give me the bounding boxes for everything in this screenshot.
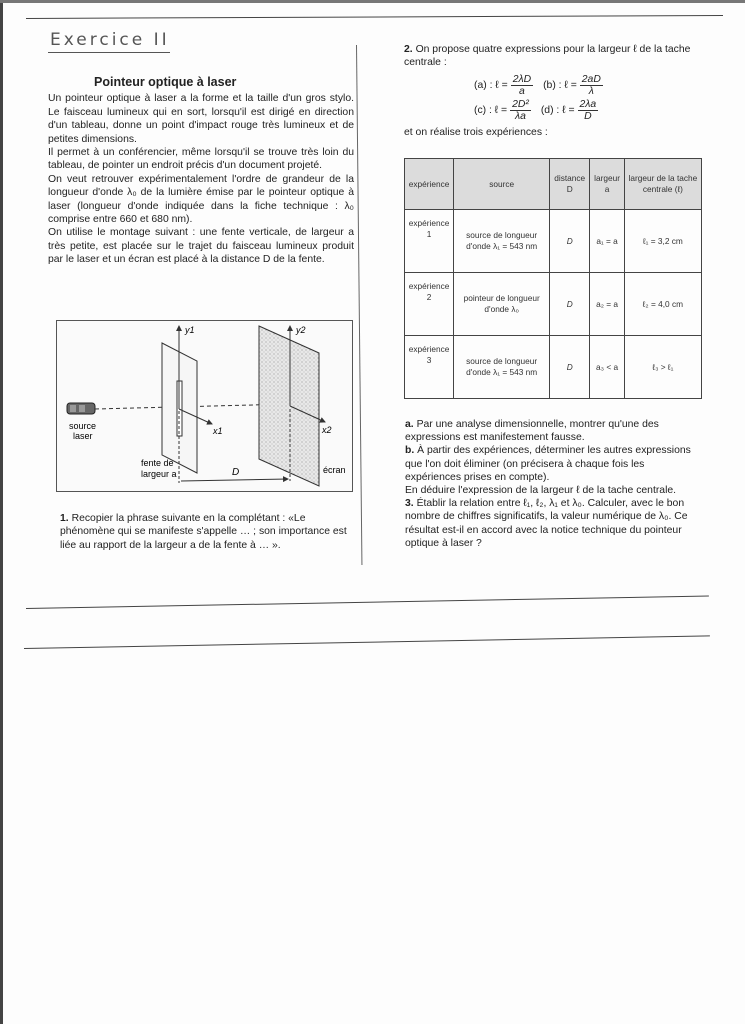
label-laser: laser — [73, 431, 93, 441]
formula-block — [474, 74, 702, 122]
cell-spot-width: ℓ₃ > ℓ₁ — [624, 336, 701, 399]
intro-paragraph-4: On utilise le montage suivant : une fente verticale, de largeur a très petite, est placée sur le trajet du faisceau lumineux produit par le laser et un écran est placé à la distance D de la fente. — [48, 227, 354, 266]
label-y2: y2 — [296, 325, 306, 335]
experimental-setup-figure — [56, 320, 353, 492]
cell-distance: D — [550, 273, 590, 336]
expression-a-denominator: a — [519, 85, 525, 97]
question-2-number: 2. — [404, 44, 413, 55]
left-column — [48, 76, 354, 267]
bottom-rule-1 — [26, 595, 709, 609]
question-3 — [405, 497, 703, 550]
column-separator — [356, 45, 362, 565]
part-b-text: À partir des expériences, déterminer les autres expressions que l'on doit éliminer (on précisera à chaque fois les expériences prises en compte). — [405, 445, 691, 483]
question-1 — [60, 512, 360, 552]
cell-distance: D — [550, 336, 590, 399]
label-distance: D — [232, 467, 240, 478]
cell-experience: expérience 1 — [405, 210, 454, 273]
expression-b-label: (b) : ℓ = — [543, 79, 577, 91]
cell-experience: expérience 2 — [405, 273, 454, 336]
table-row — [405, 210, 702, 273]
cell-width: a₂ = a — [590, 273, 624, 336]
header-spot-width: largeur de la tache centrale (ℓ) — [624, 159, 701, 210]
laser-source-icon — [67, 403, 95, 414]
label-x2: x2 — [322, 425, 332, 435]
experiments-intro: et on réalise trois expériences : — [404, 126, 548, 138]
expression-d-denominator: D — [584, 110, 592, 122]
title-underline — [48, 52, 170, 53]
cell-width: a₁ = a — [590, 210, 624, 273]
label-slit-1: fente de — [141, 458, 174, 468]
part-a-label: a. — [405, 419, 414, 430]
expression-d-label: (d) : ℓ = — [540, 104, 575, 116]
label-source: source — [69, 421, 97, 431]
cell-width: a₃ < a — [590, 336, 624, 399]
part-b — [405, 444, 703, 484]
cell-source: pointeur de longueur d'onde λ₀ — [454, 273, 550, 336]
part-deduce — [405, 484, 703, 497]
cell-source: source de longueur d'onde λ₁ = 543 nm — [454, 336, 550, 399]
intro-paragraph-1: Un pointeur optique à laser a la forme et la taille d'un gros stylo. Le faisceau lumineux qui en sort, lorsqu'il est dirigé en direction d'un tableau, donne un point d'impact rouge très lumineux et de petites dimensions. — [48, 93, 354, 145]
expression-d — [541, 99, 598, 122]
cell-experience: expérience 3 — [405, 336, 454, 399]
question-1-number: 1. — [60, 513, 69, 524]
intro-paragraph-3: On veut retrouver expérimentalement l'ordre de grandeur de la longueur d'onde λ₀ de la lumière émise par le pointeur optique à laser (longueur d'onde indiquée dans la fiche technique : λ₀ comprise entre 660 et 680 nm). — [48, 173, 354, 226]
table-row — [405, 273, 702, 336]
expression-c-denominator: λa — [515, 110, 526, 122]
label-x1: x1 — [213, 426, 223, 436]
cell-distance: D — [550, 210, 590, 273]
question-2-intro — [404, 43, 702, 70]
label-slit-2: largeur a — [141, 469, 177, 479]
setup-diagram — [57, 321, 352, 491]
question-2-text: On propose quatre expressions pour la largeur ℓ de la tache centrale : — [404, 44, 691, 69]
bottom-rule-2 — [24, 635, 710, 649]
expression-c-label: (c) : ℓ = — [474, 104, 508, 116]
cell-source: source de longueur d'onde λ₁ = 543 nm — [454, 210, 550, 273]
question-1-text: Recopier la phrase suivante en la complétant : «Le phénomène qui se manifeste s'appelle … ; son importance est liée au rapport de la largeur a de la fente à … ». — [60, 513, 347, 551]
header-experience: expérience — [405, 159, 454, 210]
header-source: source — [454, 159, 550, 210]
cell-spot-width: ℓ₂ = 4,0 cm — [624, 273, 701, 336]
handwritten-title: Exercice II — [50, 30, 170, 50]
expression-b-numerator: 2aD — [581, 73, 601, 85]
part-a — [405, 418, 703, 444]
distance-arrow — [181, 479, 288, 481]
top-rule — [26, 15, 723, 19]
part-b-label: b. — [405, 445, 415, 457]
label-screen: écran — [323, 465, 346, 475]
table-row — [405, 336, 702, 399]
cell-spot-width: ℓ₁ = 3,2 cm — [624, 210, 701, 273]
exercise-heading: Pointeur optique à laser — [94, 75, 237, 89]
part-deduce-text: En déduire l'expression de la largeur ℓ de la tache centrale. — [405, 485, 677, 497]
question-parts — [405, 418, 703, 550]
scan-edge-left — [0, 0, 3, 1024]
part-a-text: Par une analyse dimensionnelle, montrer qu'une des expressions est manifestement fausse. — [405, 419, 659, 444]
expression-c — [474, 99, 531, 122]
expression-a-label: (a) : ℓ = — [474, 79, 508, 91]
expression-a — [474, 74, 533, 97]
expression-b — [543, 74, 603, 97]
scan-edge-top — [0, 0, 745, 3]
expression-b-denominator: λ — [588, 85, 594, 97]
expression-a-numerator: 2λD — [512, 73, 532, 85]
header-width: largeur a — [590, 159, 624, 210]
expression-d-numerator: 2λa — [579, 98, 597, 110]
label-y1: y1 — [185, 325, 195, 335]
expression-c-numerator: 2D² — [512, 98, 529, 110]
right-column — [404, 43, 702, 139]
question-3-label: 3. — [405, 498, 414, 510]
intro-paragraph-2: Il permet à un conférencier, même lorsqu'il se trouve très loin du tableau, de pointer un endroit précis d'un document projeté. — [48, 147, 354, 172]
table-header-row — [405, 159, 702, 210]
question-3-text: Établir la relation entre ℓ₁, ℓ₂, λ₁ et λ₀. Calculer, avec le bon nombre de chiffres significatifs, la valeur numérique de λ₀. Ce résultat est-il en accord avec la notice technique du pointeur optique à laser ? — [405, 498, 688, 549]
screen-plane — [259, 326, 319, 486]
header-distance: distance D — [550, 159, 590, 210]
experiments-table — [404, 158, 702, 399]
